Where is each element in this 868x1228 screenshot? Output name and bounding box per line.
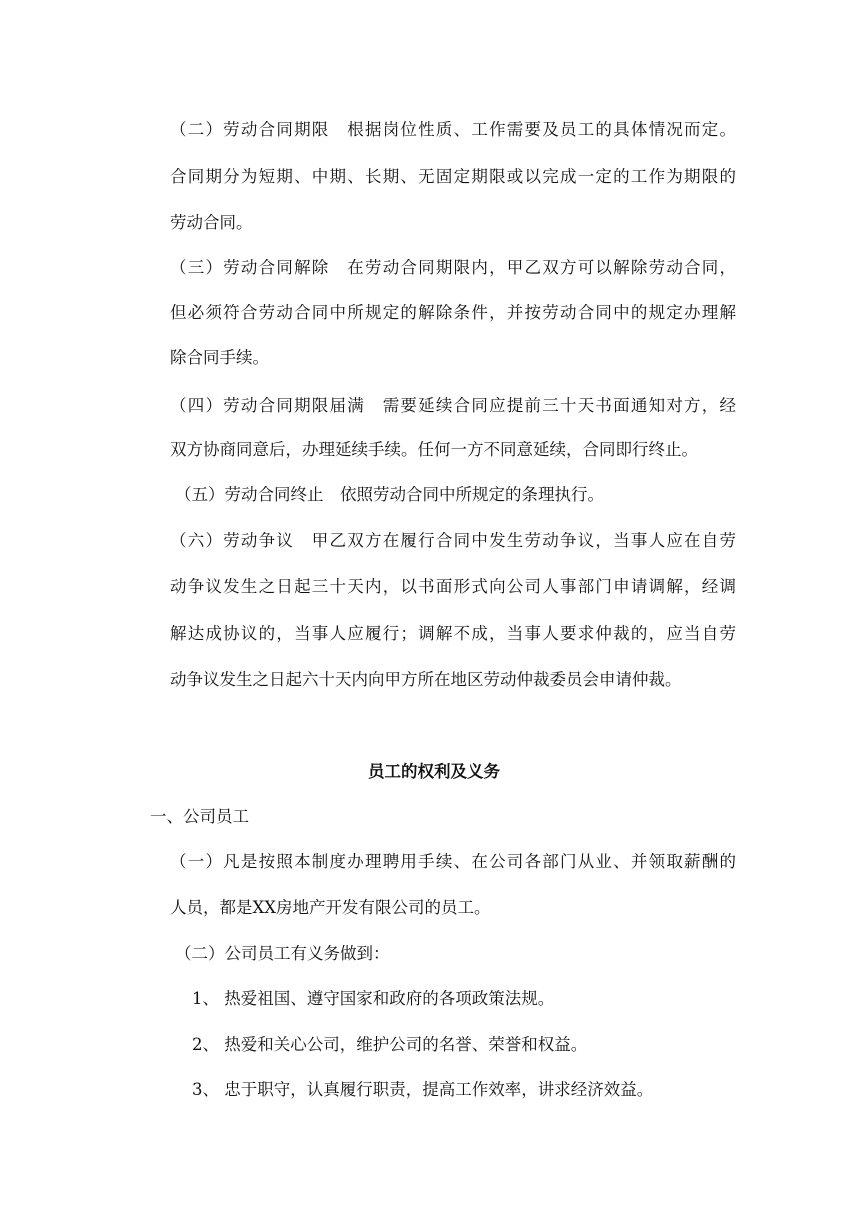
item-1-line-2: 人员，都是XX房地产开发有限公司的员工。 [170, 898, 491, 917]
paragraph-labor-dispute-line-2: 动争议发生之日起三十天内，以书面形式向公司人事部门申请调解，经调 [170, 577, 736, 596]
paragraph-contract-expiry-line-1: （四）劳动合同期限届满 需要延续合同应提前三十天书面通知对方，经 [170, 396, 736, 415]
paragraph-labor-dispute-line-4: 动争议发生之日起六十天内向甲方所在地区劳动仲裁委员会申请仲裁。 [170, 670, 682, 689]
duty-item: 3、 忠于职守，认真履行职责，提高工作效率，讲求经济效益。 [192, 1080, 654, 1099]
paragraph-contract-term-line-1: （二）劳动合同期限 根据岗位性质、工作需要及员工的具体情况而定。 [170, 120, 736, 139]
duty-item: 1、 热爱祖国、遵守国家和政府的各项政策法规。 [192, 989, 555, 1008]
duty-item: 2、 热爱和关心公司，维护公司的名誉、荣誉和权益。 [192, 1035, 588, 1054]
item-2: （二）公司员工有义务做到： [175, 944, 390, 963]
paragraph-contract-end: （五）劳动合同终止 依照劳动合同中所规定的条理执行。 [175, 485, 604, 504]
paragraph-labor-dispute-line-1: （六）劳动争议 甲乙双方在履行合同中发生劳动争议，当事人应在自劳 [170, 531, 736, 550]
paragraph-contract-term-line-3: 劳动合同。 [170, 213, 253, 232]
paragraph-contract-expiry-line-2: 双方协商同意后，办理延续手续。任何一方不同意延续，合同即行终止。 [170, 440, 698, 459]
section-title: 员工的权利及义务 [368, 762, 500, 781]
paragraph-contract-termination-line-1: （三）劳动合同解除 在劳动合同期限内，甲乙双方可以解除劳动合同， [170, 258, 736, 277]
paragraph-contract-term-line-2: 合同期分为短期、中期、长期、无固定期限或以完成一定的工作为期限的 [170, 167, 736, 186]
paragraph-contract-termination-line-3: 除合同手续。 [170, 348, 269, 367]
paragraph-contract-termination-line-2: 但必须符合劳动合同中所规定的解除条件，并按劳动合同中的规定办理解 [170, 303, 736, 322]
item-1-line-1: （一）凡是按照本制度办理聘用手续、在公司各部门从业、并领取薪酬的 [170, 852, 736, 871]
heading-company-staff: 一、公司员工 [150, 807, 249, 826]
paragraph-labor-dispute-line-3: 解达成协议的，当事人应履行；调解不成，当事人要求仲裁的，应当自劳 [170, 624, 736, 643]
